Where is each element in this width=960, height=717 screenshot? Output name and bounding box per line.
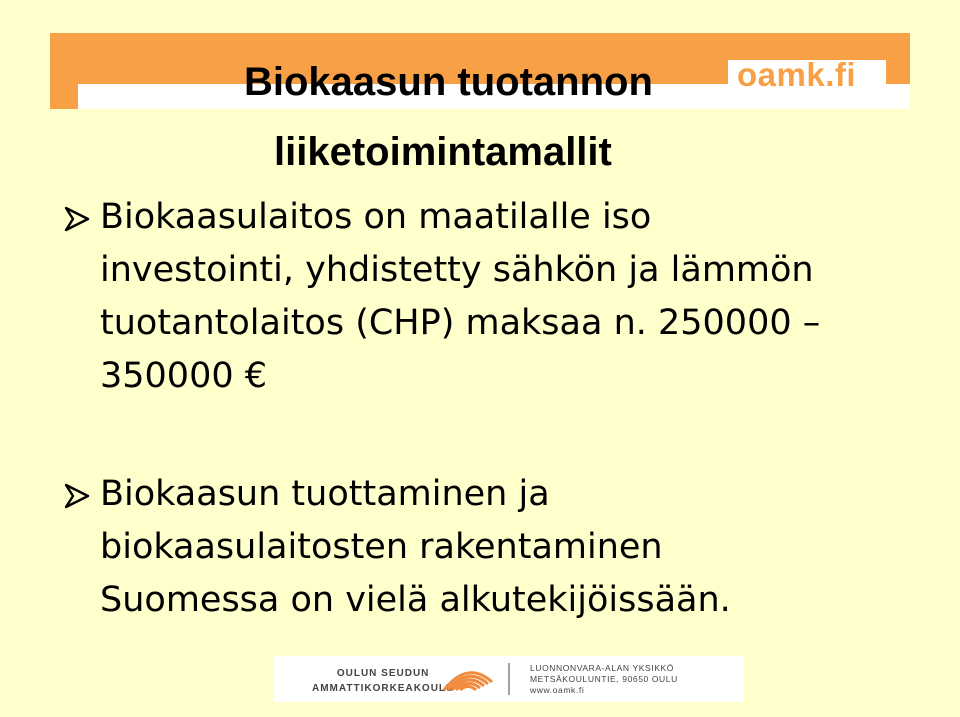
arrow-bullet-icon [62,191,102,244]
bullet-item-1 [62,191,932,403]
footer-divider [508,663,510,695]
title-line-1: Biokaasun tuotannon [244,60,653,104]
bullet-text-2: Biokaasun tuottaminen ja biokaasulaitosten rakentaminen Suomessa on vielä alkutekijöissään. [100,474,731,620]
school-line-1: OULUN SEUDUN [336,668,430,679]
unit-line-2: METSÄKOULUNTIE, 90650 OULU [530,674,678,684]
title-line-2: liiketoimintamallit [274,130,612,174]
unit-line-1: LUONNONVARA-ALAN YKSIKKÖ [530,663,674,673]
oamk-logo-icon [440,662,496,701]
unit-info [530,663,678,696]
unit-line-3: www.oamk.fi [530,685,585,695]
school-line-2: AMMATTIKORKEAKOULU [312,683,455,694]
bullet-text-1: Biokaasulaitos on maatilalle iso investointi, yhdistetty sähkön ja lämmön tuotantolaitos (CHP) maksaa n. 250000 – 350000 € [100,197,821,396]
brand-logo-text: oamk.fi [737,56,857,93]
footer-logo-bar [274,656,744,702]
arrow-bullet-icon [62,468,102,521]
slide-title [244,62,744,172]
bullet-item-2 [62,468,932,627]
school-name [312,666,454,696]
